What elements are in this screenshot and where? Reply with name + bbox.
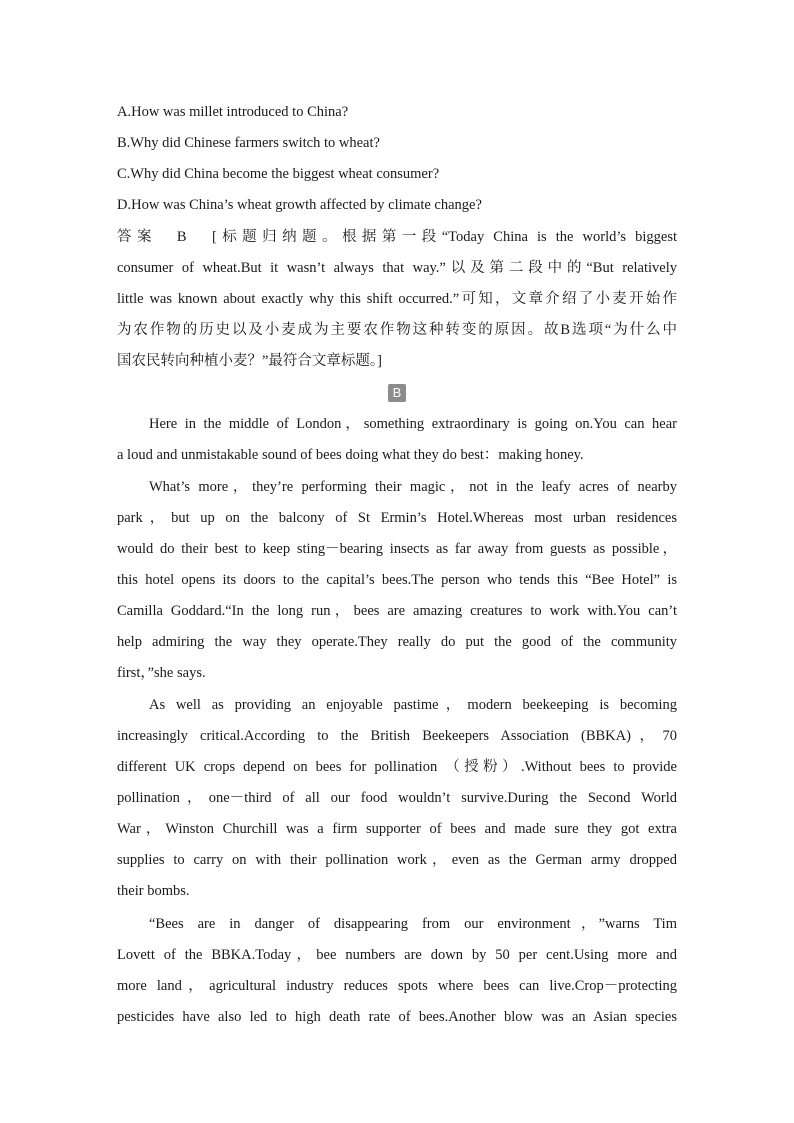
paragraph-line: What’s more，they’re performing their magic，not in the leafy acres of nearby [149,479,677,495]
answer-line: 答案 B [标题归纳题。根据第一段“Today China is the world’s biggest [117,229,677,245]
section-badge: B [388,384,406,402]
paragraph-line: Camilla Goddard.“In the long run，bees are amazing creatures to work with.You can’t [117,603,677,619]
paragraph-line: pollination，one－third of all our food wouldn’t survive.During the Second World [117,790,677,806]
paragraph-line: first，”she says. [117,665,206,681]
paragraph-line: As well as providing an enjoyable pastime，modern beekeeping is becoming [149,697,677,713]
option-d: D.How was China’s wheat growth affected by climate change? [117,197,482,213]
paragraph-line: Lovett of the BBKA.Today，bee numbers are down by 50 per cent.Using more and [117,947,677,963]
paragraph-line: Here in the middle of London，something extraordinary is going on.You can hear [149,416,677,432]
paragraph-line: pesticides have also led to high death rate of bees.Another blow was an Asian species [117,1009,677,1025]
paragraph-line: War，Winston Churchill was a firm supporter of bees and made sure they got extra [117,821,677,837]
paragraph-line: help admiring the way they operate.They really do put the good of the community [117,634,677,650]
answer-line: 国农民转向种植小麦？”最符合文章标题。] [117,353,383,369]
paragraph-line: supplies to carry on with their pollination work，even as the German army dropped [117,852,677,868]
paragraph-line: their bombs. [117,883,190,899]
paragraph-line: would do their best to keep sting－bearing insects as far away from guests as possible， [117,541,677,557]
answer-line: consumer of wheat.But it wasn’t always that way.”以及第二段中的“But relatively [117,260,677,276]
paragraph-line: different UK crops depend on bees for pollination （授粉）.Without bees to provide [117,759,677,775]
paragraph-line: more land，agricultural industry reduces spots where bees can live.Crop－protecting [117,978,677,994]
option-a: A.How was millet introduced to China? [117,104,349,120]
option-b: B.Why did Chinese farmers switch to wheat? [117,135,380,151]
option-c: C.Why did China become the biggest wheat consumer? [117,166,440,182]
paragraph-line: park，but up on the balcony of St Ermin’s Hotel.Whereas most urban residences [117,510,677,526]
paragraph-line: a loud and unmistakable sound of bees doing what they do best：making honey. [117,447,584,463]
answer-line: 为农作物的历史以及小麦成为主要农作物这种转变的原因。故B选项“为什么中 [117,322,677,338]
paragraph-line: increasingly critical.According to the British Beekeepers Association (BBKA)，70 [117,728,677,744]
answer-line: little was known about exactly why this shift occurred.”可知，文章介绍了小麦开始作 [117,291,677,307]
paragraph-line: “Bees are in danger of disappearing from our environment，”warns Tim [149,916,677,932]
paragraph-line: this hotel opens its doors to the capital’s bees.The person who tends this “Bee Hotel” is [117,572,677,588]
